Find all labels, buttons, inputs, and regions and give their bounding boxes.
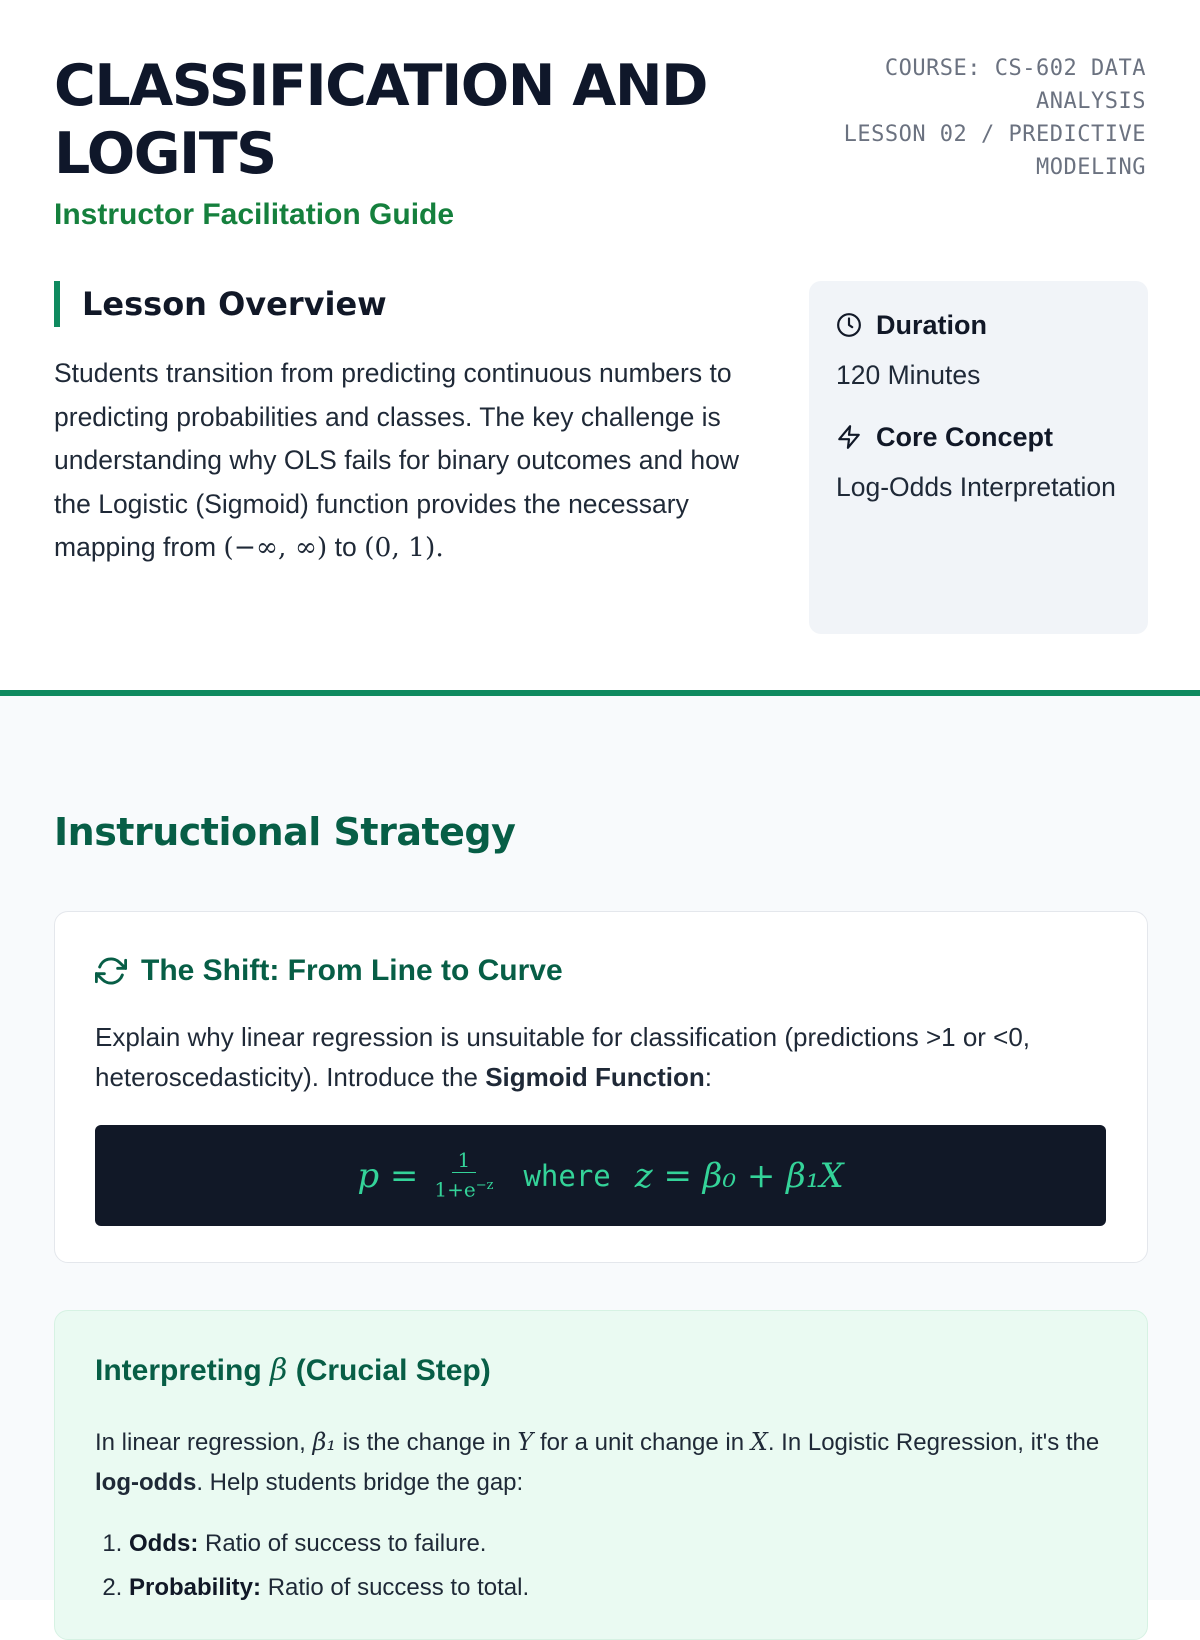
overview-text-main: Students transition from predicting continuous numbers to predicting probabilities and classes. The key challenge is understanding why OLS fails for binary outcomes and how the Logistic (Sigmoid) function provides the necessary mapping from	[54, 358, 739, 562]
beta1-symbol: β₁	[312, 1428, 336, 1456]
odds-probability-list	[95, 1522, 529, 1610]
formula-denominator	[434, 1173, 493, 1203]
overview-heading-block	[54, 281, 387, 327]
shift-text-main: Explain why linear regression is unsuitable for classification (predictions >1 or <0, heteroscedasticity). Introduce the	[95, 1022, 1031, 1092]
overview-text	[54, 352, 774, 570]
formula-numerator: 1	[452, 1148, 477, 1173]
clock-icon	[836, 312, 862, 338]
strategy-section	[0, 696, 1200, 1600]
y-symbol: Y	[517, 1428, 534, 1456]
strategy-heading: Instructional Strategy	[54, 810, 516, 854]
shift-card-text	[95, 1017, 1105, 1097]
beta-interpretation-card	[54, 1310, 1148, 1640]
lesson-info-box	[809, 281, 1148, 634]
beta-symbol: β	[270, 1353, 288, 1388]
concept-label-row	[836, 417, 1121, 457]
duration-value: 120 Minutes	[836, 360, 981, 390]
overview-heading: Lesson Overview	[82, 285, 387, 323]
x-symbol: X	[750, 1428, 768, 1456]
course-meta	[786, 52, 1146, 184]
duration-label: Duration	[876, 309, 987, 340]
page-title: CLASSIFICATION AND LOGITS	[54, 53, 707, 187]
overview-connector: to	[334, 532, 357, 562]
shift-card-header	[95, 954, 563, 988]
concept-value: Log-Odds Interpretation	[836, 472, 1116, 502]
list-item-desc: Ratio of success to total.	[267, 1574, 530, 1601]
overview-range-from: (−∞, ∞)	[223, 532, 328, 563]
list-item-term: Odds:	[129, 1530, 199, 1557]
sigmoid-term: Sigmoid Function	[485, 1062, 705, 1092]
lesson-header-section	[0, 0, 1200, 696]
beta-text-1: In linear regression,	[95, 1429, 306, 1456]
shift-card-title: The Shift: From Line to Curve	[141, 954, 563, 987]
beta-title-suffix: (Crucial Step)	[295, 1354, 491, 1387]
lightning-icon	[836, 424, 862, 450]
sigmoid-formula	[95, 1125, 1106, 1226]
page-subtitle: Instructor Facilitation Guide	[54, 198, 455, 231]
beta-text-4: . In Logistic Regression, it's the	[767, 1429, 1100, 1456]
list-item-desc: Ratio of success to failure.	[205, 1530, 487, 1557]
course-line: COURSE: CS-602 DATA ANALYSIS	[884, 56, 1146, 114]
beta-text-3: for a unit change in	[539, 1429, 745, 1456]
beta-text-2: is the change in	[342, 1429, 511, 1456]
shift-text-end: :	[704, 1062, 712, 1092]
formula-den-exponent: −z	[475, 1178, 494, 1194]
list-item-term: Probability:	[129, 1574, 262, 1601]
formula-lhs: p =	[357, 1155, 419, 1196]
formula-fraction	[434, 1148, 493, 1203]
beta-card-text	[95, 1422, 1105, 1503]
formula-den-base: 1+e	[434, 1177, 476, 1202]
list-item	[129, 1522, 529, 1566]
shift-card	[54, 911, 1148, 1263]
formula-rhs: z = β₀ + β₁X	[634, 1155, 844, 1196]
beta-title-main: Interpreting	[95, 1354, 262, 1387]
overview-range-to: (0, 1).	[364, 532, 444, 563]
log-odds-term: log-odds	[95, 1469, 197, 1496]
beta-card-title	[95, 1353, 491, 1388]
concept-label: Core Concept	[876, 421, 1054, 452]
beta-text-5: . Help students bridge the gap:	[196, 1469, 524, 1496]
lesson-line: LESSON 02 / PREDICTIVE MODELING	[843, 122, 1146, 180]
refresh-icon	[95, 955, 127, 987]
formula-where: where	[523, 1158, 611, 1193]
duration-label-row	[836, 305, 1121, 345]
list-item	[129, 1566, 529, 1610]
